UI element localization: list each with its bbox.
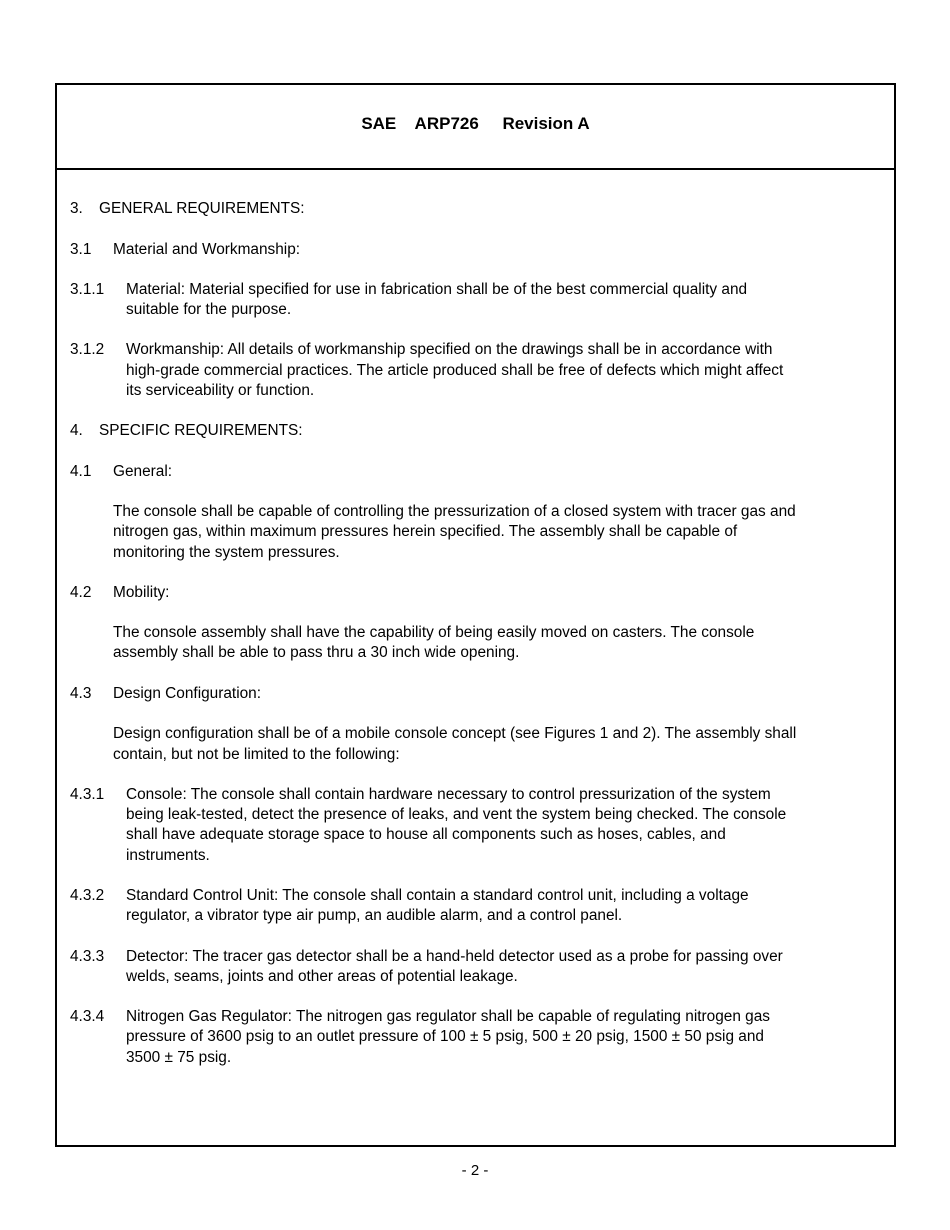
section-number-4-3-4: 4.3.4	[70, 1008, 105, 1025]
section-4-3-3-line-2: welds, seams, joints and other areas of potential leakage.	[126, 968, 518, 985]
section-3-1-2-line-1: Workmanship: All details of workmanship specified on the drawings shall be in accordance with	[126, 341, 773, 358]
section-4-3-4-line-2: pressure of 3600 psig to an outlet pressure of 100 ± 5 psig, 500 ± 20 psig, 1500 ± 50 psig and	[126, 1028, 764, 1045]
section-4-3-1-line-3: shall have adequate storage space to house all components such as hoses, cables, and	[126, 826, 726, 843]
section-4-1-para-line-1: The console shall be capable of controlling the pressurization of a closed system with tracer gas and	[113, 503, 796, 520]
section-number-4-3: 4.3	[70, 685, 92, 702]
section-4-3-2-line-1: Standard Control Unit: The console shall contain a standard control unit, including a voltage	[126, 887, 749, 904]
section-3-1-2-line-2: high-grade commercial practices. The article produced shall be free of defects which might affect	[126, 362, 784, 379]
section-number-4-3-3: 4.3.3	[70, 948, 105, 965]
section-heading-3: GENERAL REQUIREMENTS:	[99, 200, 305, 217]
section-heading-4-1: General:	[113, 463, 173, 480]
section-number-4-3-1: 4.3.1	[70, 786, 105, 803]
section-4-2-para-line-2: assembly shall be able to pass thru a 30 inch wide opening.	[113, 644, 520, 661]
section-3-1-1-line-1: Material: Material specified for use in fabrication shall be of the best commercial quality and	[126, 281, 748, 298]
section-number-3-1-1: 3.1.1	[70, 281, 105, 298]
header-doc-id: ARP726	[414, 113, 479, 133]
section-4-3-3-line-1: Detector: The tracer gas detector shall be a hand-held detector used as a probe for passing over	[126, 948, 783, 965]
section-number-3-1: 3.1	[70, 241, 92, 258]
section-3-1-1-line-2: suitable for the purpose.	[126, 301, 292, 318]
section-number-4: 4.	[70, 422, 83, 439]
section-4-3-para-line-1: Design configuration shall be of a mobile console concept (see Figures 1 and 2). The assembly shall	[113, 725, 797, 742]
section-heading-4-3: Design Configuration:	[113, 685, 262, 702]
section-heading-4: SPECIFIC REQUIREMENTS:	[99, 422, 303, 439]
section-4-3-para-line-2: contain, but not be limited to the following:	[113, 746, 400, 763]
section-number-4-1: 4.1	[70, 463, 92, 480]
section-number-3-1-2: 3.1.2	[70, 341, 105, 358]
section-number-4-3-2: 4.3.2	[70, 887, 105, 904]
section-heading-3-1: Material and Workmanship:	[113, 241, 301, 258]
page-number: - 2 -	[461, 1162, 489, 1179]
section-number-4-2: 4.2	[70, 584, 92, 601]
header-revision: Revision A	[502, 113, 590, 133]
page-frame	[55, 83, 896, 1147]
section-4-2-para-line-1: The console assembly shall have the capability of being easily moved on casters. The console	[113, 624, 755, 641]
section-4-3-1-line-2: being leak-tested, detect the presence of leaks, and vent the system being checked. The console	[126, 806, 787, 823]
section-4-3-1-line-4: instruments.	[126, 847, 210, 864]
document-body	[57, 85, 894, 1145]
section-heading-4-2: Mobility:	[113, 584, 170, 601]
section-4-1-para-line-2: nitrogen gas, within maximum pressures herein specified. The assembly shall be capable of	[113, 523, 738, 540]
section-4-3-4-line-1: Nitrogen Gas Regulator: The nitrogen gas regulator shall be capable of regulating nitrogen gas	[126, 1008, 770, 1025]
header-org: SAE	[361, 113, 397, 133]
section-number-3: 3.	[70, 200, 83, 217]
section-4-1-para-line-3: monitoring the system pressures.	[113, 544, 340, 561]
section-4-3-2-line-2: regulator, a vibrator type air pump, an audible alarm, and a control panel.	[126, 907, 623, 924]
section-3-1-2-line-3: its serviceability or function.	[126, 382, 315, 399]
section-4-3-1-line-1: Console: The console shall contain hardware necessary to control pressurization of the system	[126, 786, 771, 803]
section-4-3-4-line-3: 3500 ± 75 psig.	[126, 1049, 232, 1066]
